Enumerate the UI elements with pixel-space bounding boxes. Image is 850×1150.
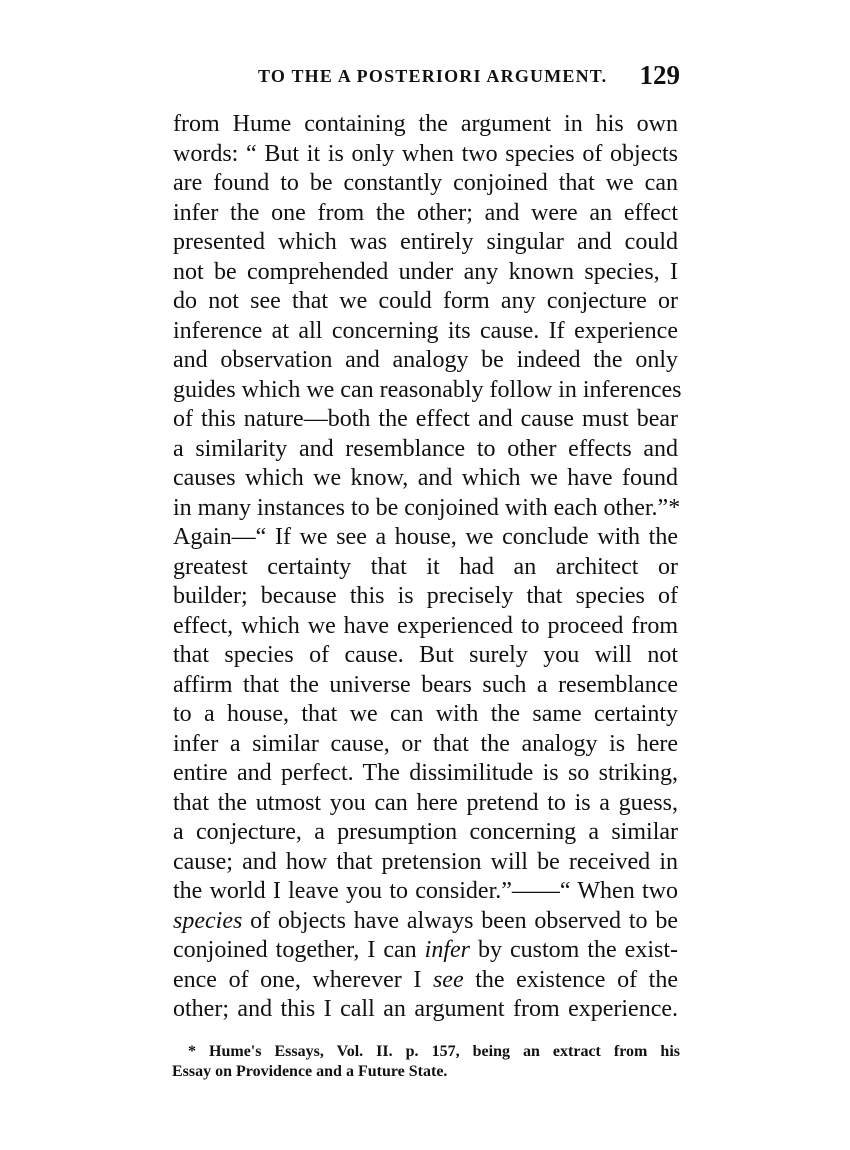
text-line: the world I leave you to consider.”——“ When two bbox=[173, 878, 678, 904]
text-line: greatest certainty that it had an architect or bbox=[173, 553, 678, 580]
text-line: not be comprehended under any known species, I bbox=[173, 258, 678, 285]
text-segment: ence of one, wherever I bbox=[173, 966, 433, 993]
text-line: from Hume containing the argument in his own bbox=[173, 111, 678, 137]
text-line: builder; because this is precisely that species of bbox=[173, 583, 678, 609]
text-line: are found to be constantly conjoined that we can bbox=[173, 170, 678, 196]
text-line: Again—“ If we see a house, we conclude with the bbox=[173, 524, 678, 550]
footnote-line: Essay on Providence and a Future State. bbox=[172, 1063, 448, 1080]
footnote bbox=[172, 1042, 680, 1082]
text-line bbox=[173, 907, 678, 937]
text-line: that the utmost you can here pretend to is a guess, bbox=[173, 789, 678, 816]
text-line: effect, which we have experienced to proceed from bbox=[173, 612, 678, 639]
text-line bbox=[173, 936, 678, 966]
footnote-line: * Hume's Essays, Vol. II. p. 157, being an extract from his bbox=[188, 1043, 680, 1060]
text-line: causes which we know, and which we have found bbox=[173, 465, 678, 491]
text-segment: by custom the exist- bbox=[469, 937, 678, 963]
text-line: words: “ But it is only when two species of objects bbox=[173, 140, 678, 167]
text-line: entire and perfect. The dissimilitude is so striking, bbox=[173, 760, 678, 786]
text-segment: of objects have always been observed to be bbox=[242, 907, 678, 934]
text-line: other; and this I call an argument from experience. bbox=[173, 996, 678, 1022]
italic-word: see bbox=[432, 966, 464, 993]
text-line: cause; and how that pretension will be received in bbox=[173, 848, 678, 875]
text-line: of this nature—both the effect and cause must bear bbox=[173, 406, 678, 432]
text-segment: the existence of the bbox=[463, 966, 678, 993]
body-text bbox=[173, 110, 682, 1025]
text-line: that species of cause. But surely you will not bbox=[173, 642, 678, 668]
text-line: inference at all concerning its cause. If experience bbox=[173, 317, 678, 344]
running-head bbox=[170, 60, 680, 94]
text-line: presented which was entirely singular and could bbox=[173, 229, 678, 255]
italic-word: infer bbox=[424, 937, 470, 963]
text-line: and observation and analogy be indeed the only bbox=[173, 347, 678, 373]
text-line: infer a similar cause, or that the analogy is here bbox=[173, 730, 678, 757]
text-line: in many instances to be conjoined with each other.”* bbox=[173, 494, 681, 521]
text-line: affirm that the universe bears such a resemblance bbox=[173, 671, 678, 698]
italic-word: species bbox=[173, 907, 243, 934]
text-line bbox=[173, 966, 678, 996]
text-line: guides which we can reasonably follow in inferences bbox=[173, 376, 682, 403]
text-line: a conjecture, a presumption concerning a similar bbox=[173, 819, 678, 845]
text-line: to a house, that we can with the same certainty bbox=[173, 701, 678, 727]
text-line: a similarity and resemblance to other effects and bbox=[173, 435, 678, 462]
page-number: 129 bbox=[639, 60, 680, 90]
text-segment: conjoined together, I can bbox=[173, 937, 425, 963]
text-line: do not see that we could form any conjecture or bbox=[173, 288, 678, 314]
running-title: TO THE A POSTERIORI ARGUMENT. bbox=[258, 66, 608, 86]
text-line: infer the one from the other; and were an effect bbox=[173, 199, 678, 226]
